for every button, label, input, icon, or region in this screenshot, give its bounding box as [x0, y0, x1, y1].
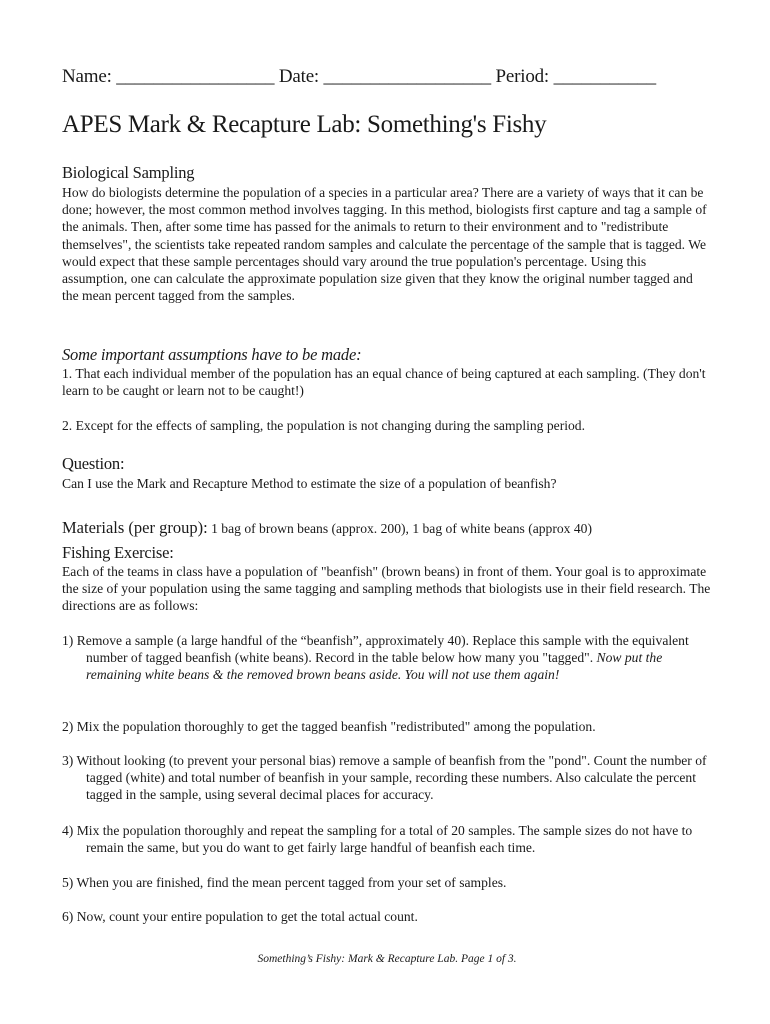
step-1-note: Now put the remaining white beans & the removed brown beans aside. You will not use them again!	[86, 650, 663, 683]
fishing-intro: Each of the teams in class have a population of "beanfish" (brown beans) in front of them. Your goal is to approximate the size of your population using the same tagging and sampling methods that biologists use in their field research. The directions are as follows:	[62, 564, 711, 614]
header-fields	[62, 66, 712, 88]
fishing-exercise-heading: Fishing Exercise:	[62, 543, 174, 562]
step-5: 5) When you are finished, find the mean percent tagged from your set of samples.	[62, 875, 507, 890]
step-3: 3) Without looking (to prevent your personal bias) remove a sample of beanfish from the "pond". Count the number of tagged (white) and total number of beanfish in your sample, recording these numbers. Also calculate the percent tagged in the sample, using several decimal places for accuracy.	[62, 753, 707, 803]
biological-sampling-heading: Biological Sampling	[62, 163, 195, 182]
assumption-1: 1. That each individual member of the population has an equal chance of being captured at each sampling. (They don't learn to be caught or learn not to be caught!)	[62, 366, 706, 399]
step-6: 6) Now, count your entire population to get the total actual count.	[62, 909, 418, 924]
materials-line	[62, 519, 712, 537]
page-title: APES Mark & Recapture Lab: Something's Fishy	[62, 111, 547, 138]
name-field[interactable]: Name: _________________	[62, 66, 275, 87]
question-text: Can I use the Mark and Recapture Method to estimate the size of a population of beanfish?	[62, 476, 557, 491]
question-heading: Question:	[62, 454, 125, 473]
assumption-2: 2. Except for the effects of sampling, the population is not changing during the sampling period.	[62, 418, 585, 433]
step-2: 2) Mix the population thoroughly to get the tagged beanfish "redistributed" among the population.	[62, 719, 596, 734]
step-1-text: 1) Remove a sample (a large handful of the “beanfish”, approximately 40). Replace this sample with the equivalent number of tagged beanfish (white beans). Record in the table below how many you "tagged".	[62, 633, 689, 666]
assumptions-heading: Some important assumptions have to be made:	[62, 345, 362, 364]
step-4: 4) Mix the population thoroughly and repeat the sampling for a total of 20 samples. The sample sizes do not have to remain the same, but you do want to get fairly large handful of beanfish each time.	[62, 823, 693, 856]
period-field[interactable]: Period: ___________	[495, 66, 656, 87]
page-footer: Something’s Fishy: Mark & Recapture Lab. Page 1 of 3.	[257, 953, 517, 965]
materials-text: 1 bag of brown beans (approx. 200), 1 bag of white beans (approx 40)	[207, 521, 592, 536]
materials-heading: Materials (per group):	[62, 518, 208, 537]
date-field[interactable]: Date: __________________	[278, 66, 491, 87]
step-1	[62, 632, 712, 684]
biological-sampling-text: How do biologists determine the population of a species in a particular area? There are a variety of ways that it can be done; however, the most common method involves tagging. In this method, biologists first capture and tag a sample of the animals. Then, after some time has passed for the animals to return to their environment and to "redistribute themselves", the scientists take repeated random samples and calculate the percentage of the sample that is tagged. We would expect that these sample percentages should vary around the true population's percentage. Using this assumption, one can calculate the approximate population size given that they know the original number tagged and the mean percent tagged from the samples.	[62, 185, 707, 304]
